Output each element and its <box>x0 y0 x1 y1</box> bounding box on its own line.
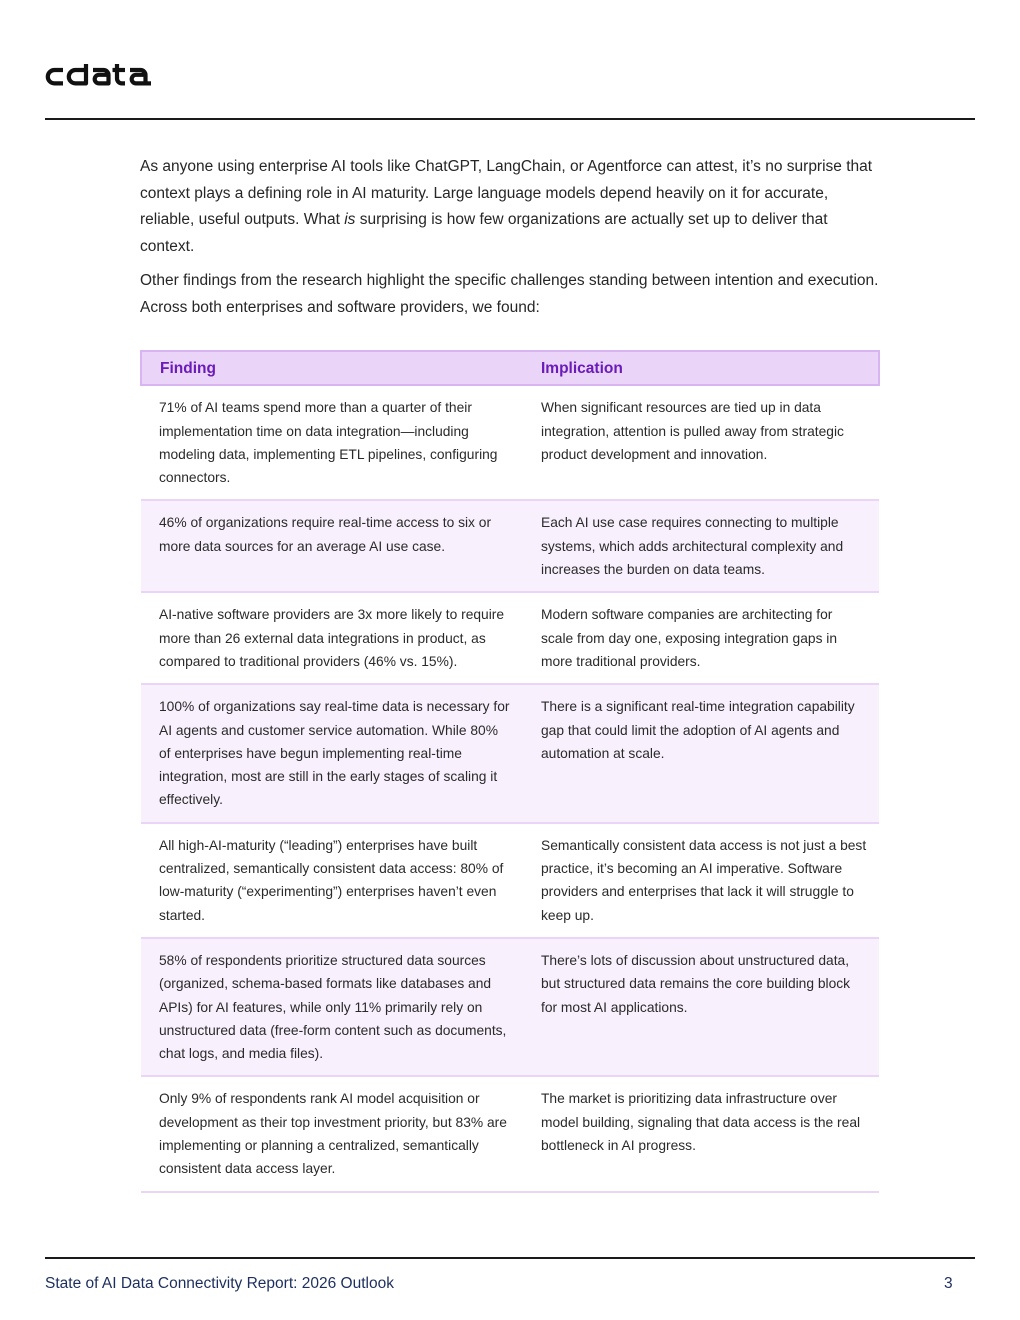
intro-paragraph-1-end: surprising is how few organizations are actually set up to deliver that context. <box>140 211 828 255</box>
cdata-logo <box>45 60 157 90</box>
column-header-finding: Finding <box>141 351 523 385</box>
page-number: 3 <box>944 1275 953 1292</box>
finding-cell: Only 9% of respondents rank AI model acquisition or development as their top investment priority, but 83% are implementing or planning a centralized, semantically consistent data access layer. <box>141 1076 523 1191</box>
intro-paragraph-1 <box>140 154 880 260</box>
table-row <box>141 1076 879 1191</box>
findings-table <box>140 350 880 1193</box>
finding-cell: 71% of AI teams spend more than a quarter of their implementation time on data integration—including modeling data, implementing ETL pipelines, configuring connectors. <box>141 385 523 500</box>
implication-cell: Modern software companies are architecting for scale from day one, exposing integration gaps in more traditional providers. <box>523 592 879 684</box>
finding-cell: AI-native software providers are 3x more likely to require more than 26 external data integrations in product, as compared to traditional providers (46% vs. 15%). <box>141 592 523 684</box>
table-row <box>141 500 879 592</box>
intro-text <box>140 154 880 329</box>
implication-cell: The market is prioritizing data infrastructure over model building, signaling that data access is the real bottleneck in AI progress. <box>523 1076 879 1191</box>
footer-report-title: State of AI Data Connectivity Report: 2026 Outlook <box>45 1275 394 1292</box>
table-row <box>141 592 879 684</box>
implication-cell: There’s lots of discussion about unstructured data, but structured data remains the core building block for most AI applications. <box>523 938 879 1076</box>
finding-cell: 58% of respondents prioritize structured data sources (organized, schema-based formats like databases and APIs) for AI features, while only 11% primarily rely on unstructured data (free-form content such as documents, chat logs, and media files). <box>141 938 523 1076</box>
table-row <box>141 823 879 938</box>
implication-cell: When significant resources are tied up in data integration, attention is pulled away from strategic product development and innovation. <box>523 385 879 500</box>
column-header-implication: Implication <box>523 351 879 385</box>
finding-cell: 46% of organizations require real-time access to six or more data sources for an average AI use case. <box>141 500 523 592</box>
finding-cell: All high-AI-maturity (“leading”) enterprises have built centralized, semantically consistent data access: 80% of low-maturity (“experimenting”) enterprises haven’t even started. <box>141 823 523 938</box>
intro-paragraph-1-start: As anyone using enterprise AI tools like ChatGPT, LangChain, or Agentforce can attest, it’s no surprise that context plays a defining role in AI maturity. Large language models depend heavily on it for accurate, reliable, useful outputs. What <box>140 158 873 228</box>
implication-cell: Semantically consistent data access is not just a best practice, it’s becoming an AI imperative. Software providers and enterprises that lack it will struggle to keep up. <box>523 823 879 938</box>
table-row <box>141 938 879 1076</box>
table-header-row <box>141 351 879 385</box>
intro-emphasis: is <box>344 211 356 228</box>
implication-cell: Each AI use case requires connecting to multiple systems, which adds architectural complexity and increases the burden on data teams. <box>523 500 879 592</box>
header-divider <box>45 118 975 120</box>
implication-cell: There is a significant real-time integration capability gap that could limit the adoption of AI agents and automation at scale. <box>523 684 879 822</box>
table-row <box>141 385 879 500</box>
table-row <box>141 684 879 822</box>
cdata-logo-icon <box>45 60 157 90</box>
intro-paragraph-2: Other findings from the research highlight the specific challenges standing between intention and execution. Across both enterprises and software providers, we found: <box>140 272 879 316</box>
finding-cell: 100% of organizations say real-time data is necessary for AI agents and customer service automation. While 80% of enterprises have begun implementing real-time integration, most are still in the early stages of scaling it effectively. <box>141 684 523 822</box>
footer-divider <box>45 1257 975 1259</box>
